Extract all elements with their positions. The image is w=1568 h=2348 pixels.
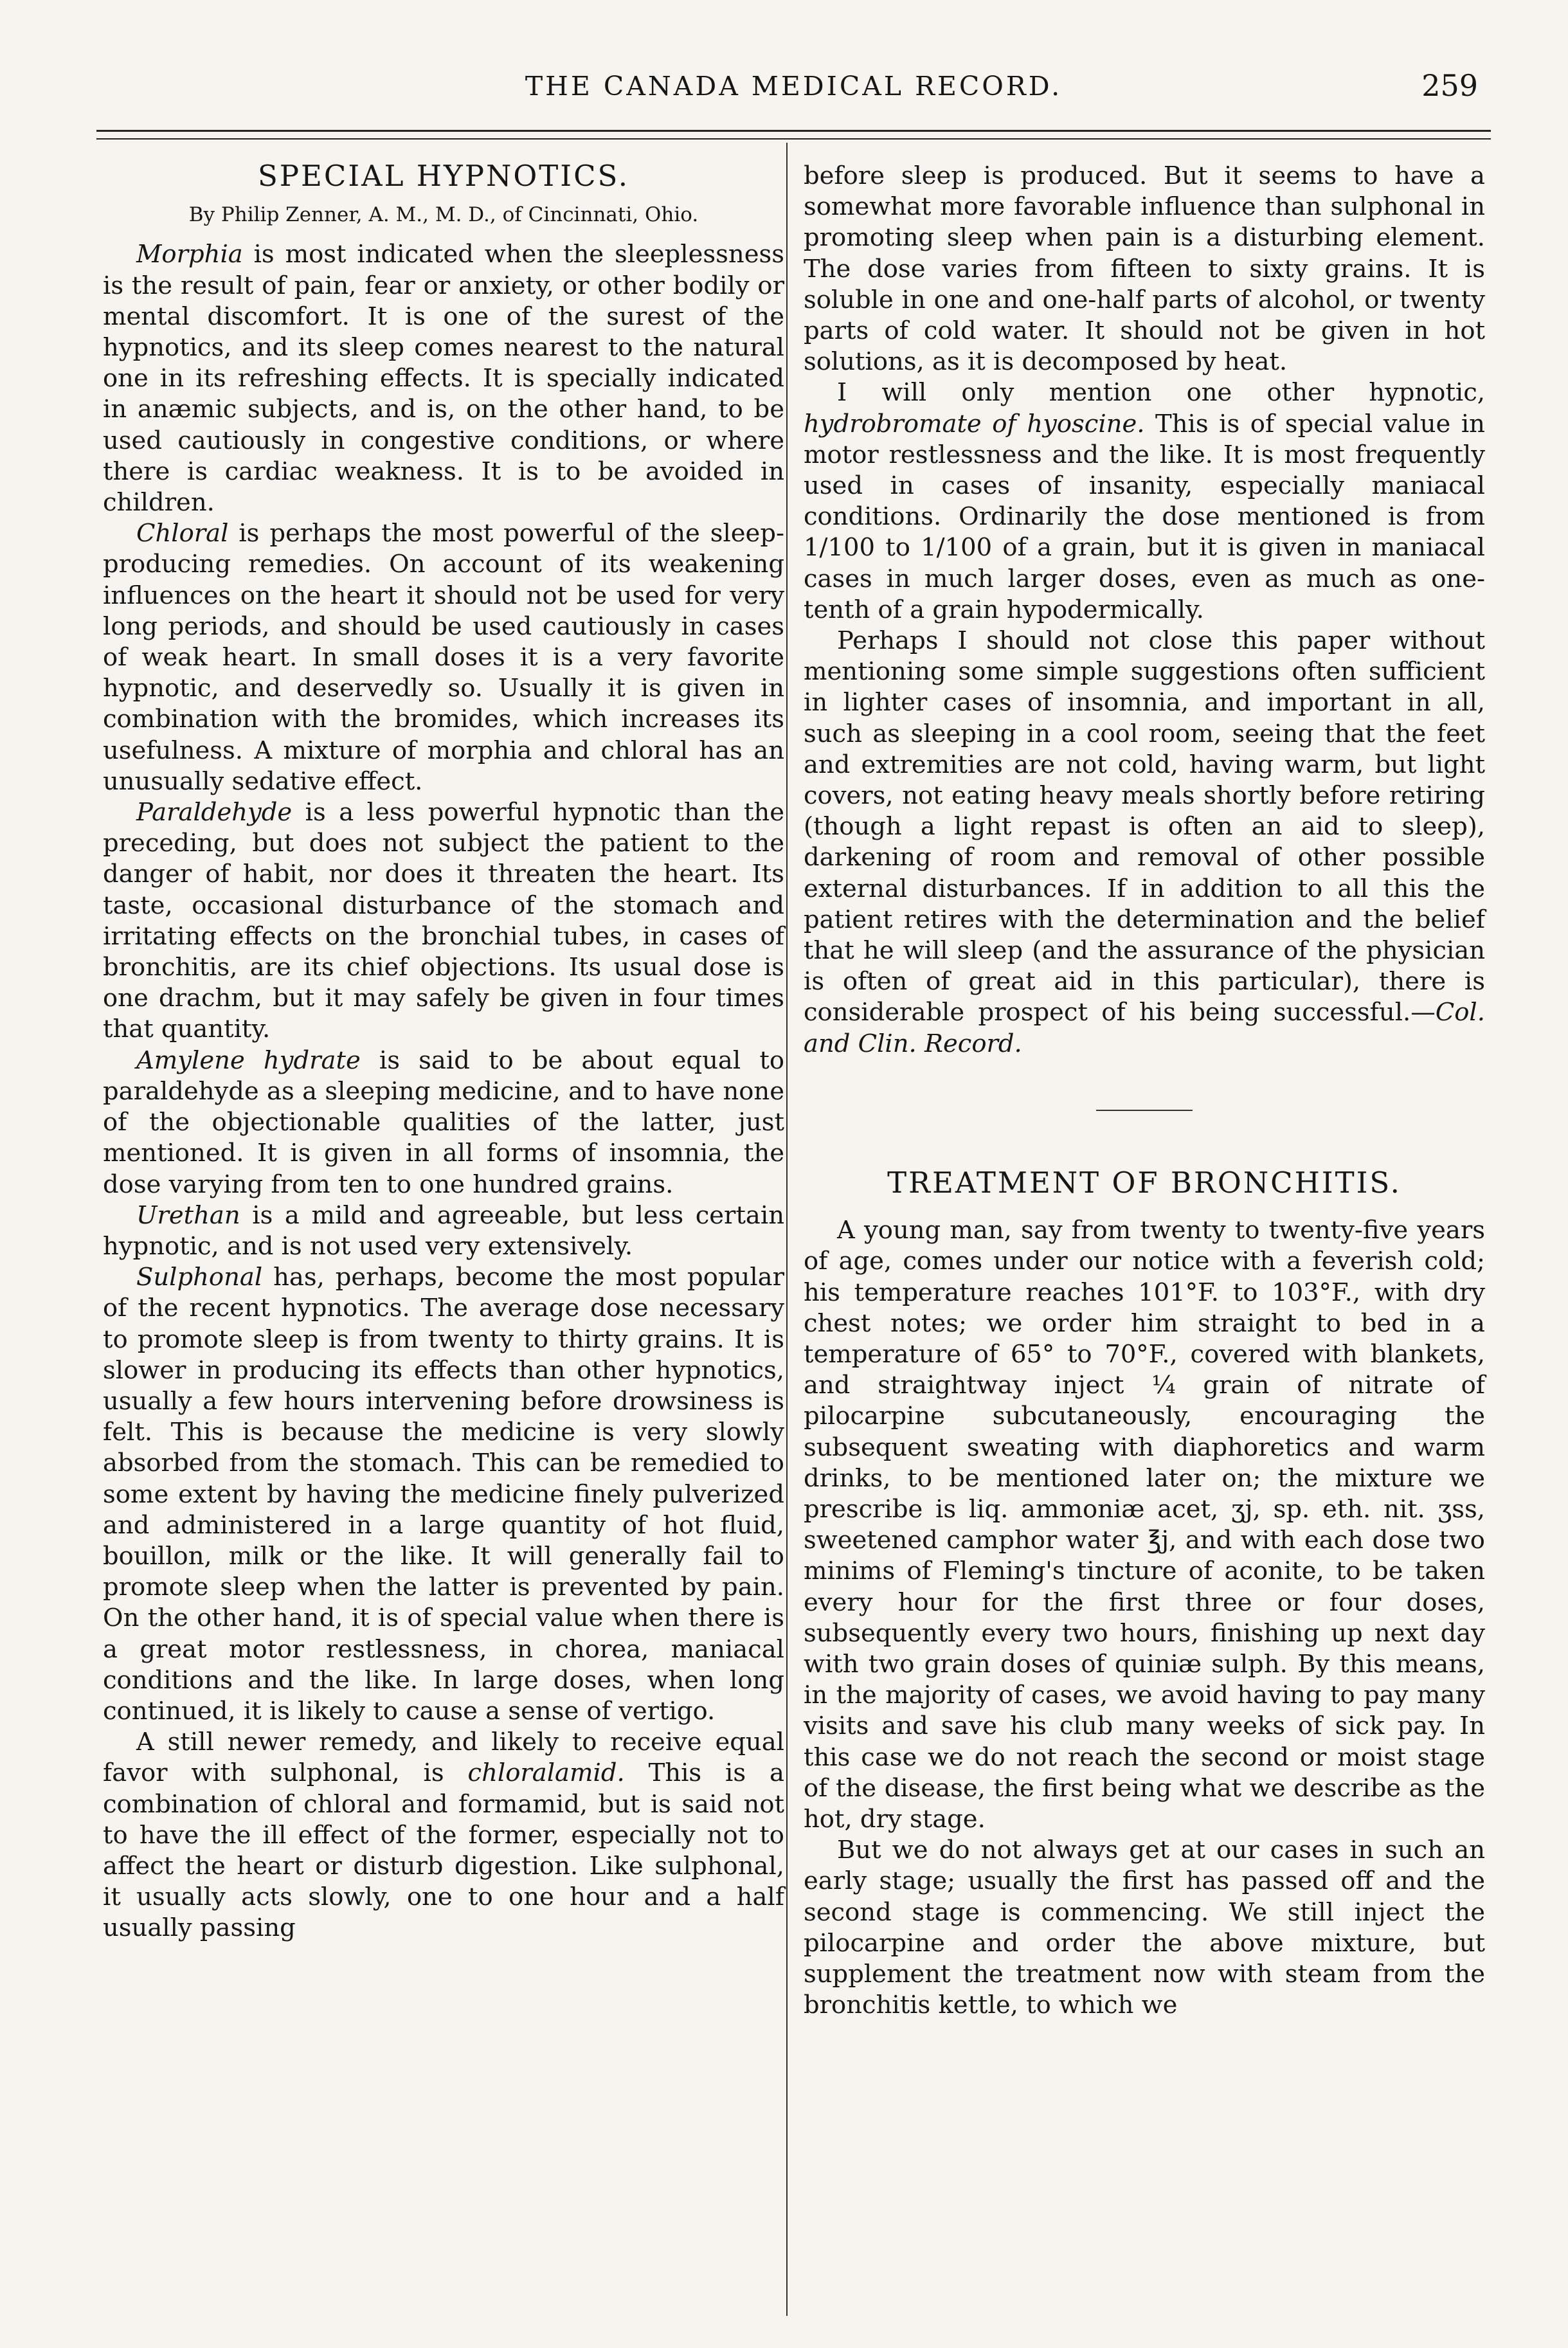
article-title-bronchitis: TREATMENT OF BRONCHITIS. [887,1165,1401,1200]
paragraph-text: This is a combination of chloral and formamid, but is said not to have the ill effect of the former, especially not to affect the heart or disturb digestion. Like sulphonal, it usually acts slowly, one to one hour and a half usually passing [103,1758,784,1943]
running-head [96,64,1491,116]
source-citation: Col. and Clin. Record. [804,998,1485,1058]
paragraph-bronchitis-second-stage: But we do not always get at our cases in such an early stage; usually the first has passed off and the second stage is commencing. We still inject the pilocarpine and order the above mixture, but supplement the treatment now with steam from the bronchitis kettle, to which we [804,1836,1485,2020]
paragraph-text: A still newer remedy, and likely to receive equal favor with sulphonal, is [103,1728,784,1788]
paragraph-chloral [103,518,784,797]
term-sulphonal: Sulphonal [136,1263,263,1292]
paragraph-text: This is of special value in motor restlessness and the like. It is most frequently used in cases of insanity, especially maniacal conditions. Ordinarily the dose mentioned is from 1/100 to 1/100 of a grain, but it is given in maniacal cases in much larger doses, even as much as one-tenth of a grain hypodermically. [804,409,1485,624]
article-byline: By Philip Zenner, A. M., M. D., of Cincinnati, Ohio. [188,203,699,227]
term-chloralamid: chloralamid. [467,1758,625,1788]
header-double-rule [96,130,1491,140]
paragraph-paraldehyde [103,797,784,1045]
paragraph-text: is said to be about equal to paraldehyde as a sleeping medicine, and to have none of the objectionable qualities of the latter, just mentioned. It is given in all forms of insomnia, the dose varying from ten to one hundred grains. [103,1045,784,1199]
right-column [804,161,1485,2021]
paragraph-chloralamid [103,1727,784,1944]
term-amylene-hydrate: Amylene hydrate [136,1045,361,1075]
paragraph-sulphonal [103,1262,784,1727]
paragraph-urethan [103,1200,784,1262]
paragraph-chloralamid-continued: before sleep is produced. But it seems to have a somewhat more favorable influence than sulphonal in promoting sleep when pain is a disturbing element. The dose varies from fifteen to sixty grains. It is soluble in one and one-half parts of alcohol, or twenty parts of cold water. It should not be given in hot solutions, as it is decomposed by heat. [804,161,1485,377]
article-end-rule [1096,1110,1193,1111]
article-title-special-hypnotics: SPECIAL HYPNOTICS. [257,159,630,193]
term-urethan: Urethan [136,1200,240,1230]
page-number: 259 [1421,68,1478,103]
paragraph-text: Perhaps I should not close this paper without mentioning some simple suggestions often sufficient in lighter cases of insomnia, and important in all, such as sleeping in a cool room, seeing that the feet and extremities are not cold, having warm, but light covers, not eating heavy meals shortly before retiring (though a light repast is often an aid to sleep), darkening of room and removal of other possible external disturbances. If in addition to all this the patient retires with the determination and the belief that he will sleep (and the assurance of the physician is often of great aid in this particular), there is considerable prospect of his being successful.— [804,626,1485,1027]
left-column [103,161,784,1944]
term-paraldehyde: Paraldehyde [136,798,293,827]
paragraph-suggestions [804,626,1485,1060]
paragraph-amylene-hydrate [103,1045,784,1200]
term-chloral: Chloral [136,519,229,548]
paragraph-text: I will only mention one other hypnotic, [837,378,1485,408]
paragraph-morphia [103,239,784,518]
paragraph-text: is a less powerful hypnotic than the preceding, but does not subject the patient to the danger of habit, nor does it threaten the heart. Its taste, occasional disturbance of the stomach and irritating effects on the bronchial tubes, in cases of bronchitis, are its chief objections. Its usual dose is one drachm, but it may safely be given in four times that quantity. [103,798,784,1044]
column-divider [786,143,788,2316]
paragraph-text: is a mild and agreeable, but less certain hypnotic, and is not used very extensively. [103,1200,784,1261]
journal-title: THE CANADA MEDICAL RECORD. [525,71,1063,102]
paragraph-text: is most indicated when the sleeplessness is the result of pain, fear or anxiety, or other bodily or mental discomfort. It is one of the surest of the hypnotics, and its sleep comes nearest to the natural one in its refreshing effects. It is specially indicated in anæmic subjects, and is, on the other hand, to be used cautiously in congestive conditions, or where there is cardiac weakness. It is to be avoided in children. [103,240,784,518]
term-morphia: Morphia [136,240,243,269]
term-hyoscine: hydrobromate of hyoscine. [804,409,1145,438]
paragraph-text: is perhaps the most powerful of the sleep-producing remedies. On account of its weakening influences on the heart it should not be used for very long periods, and should be used cautiously in cases of weak heart. In small doses it is a very favorite hypnotic, and deservedly so. Usually it is given in combination with the bromides, which increases its usefulness. A mixture of morphia and chloral has an unusually sedative effect. [103,519,784,796]
paragraph-text: has, perhaps, become the most popular of the recent hypnotics. The average dose necessary to promote sleep is from twenty to thirty grains. It is slower in producing its effects than other hypnotics, usually a few hours intervening before drowsiness is felt. This is because the medicine is very slowly absorbed from the stomach. This can be remedied to some extent by having the medicine finely pulverized and administered in a large quantity of hot fluid, bouillon, milk or the like. It will generally fail to promote sleep when the latter is prevented by pain. On the other hand, it is of special value when there is a great motor restlessness, in chorea, maniacal conditions and the like. In large doses, when long continued, it is likely to cause a sense of vertigo. [103,1263,784,1726]
paragraph-bronchitis-case: A young man, say from twenty to twenty-five years of age, comes under our notice with a feverish cold; his temperature reaches 101°F. to 103°F., with dry chest notes; we order him straight to bed in a temperature of 65° to 70°F., covered with blankets, and straightway inject ¼ grain of nitrate of pilocarpine subcutaneously, encouraging the subsequent sweating with diaphoretics and warm drinks, to be mentioned later on; the mixture we prescribe is liq. ammoniæ acet, ʒj, sp. eth. nit. ʒss, sweetened camphor water ℥j, and with each dose two minims of Fleming's tincture of aconite, to be taken every hour for the first three or four doses, subsequently every two hours, finishing up next day with two grain doses of quiniæ sulph. By this means, in the majority of cases, we avoid having to pay many visits and save his club many weeks of sick pay. In this case we do not reach the second or moist stage of the disease, the first being what we describe as the hot, dry stage. [804,1216,1485,1834]
paragraph-hyoscine [804,377,1485,626]
